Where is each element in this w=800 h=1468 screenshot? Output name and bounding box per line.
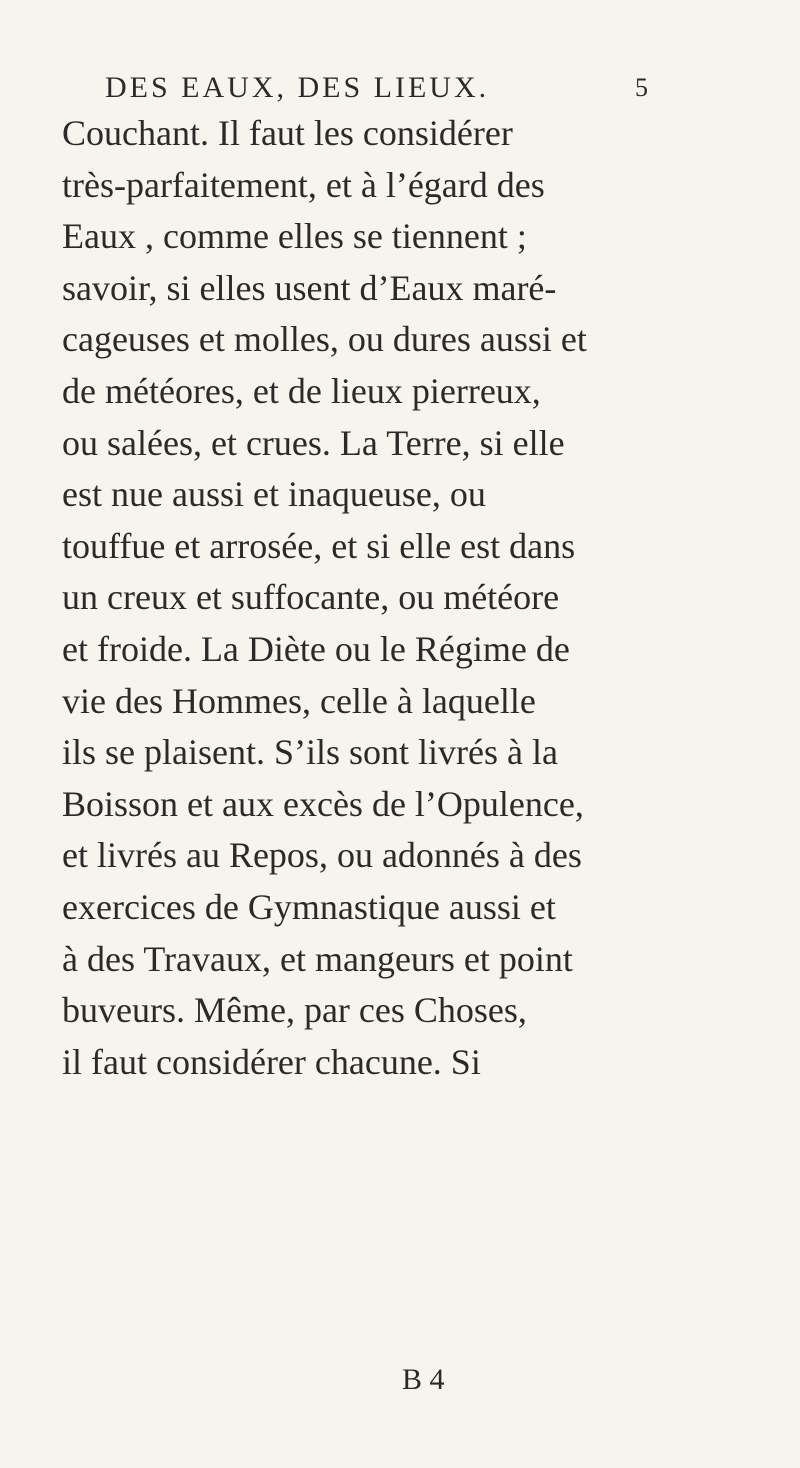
text-line: exercices de Gymnastique aussi et bbox=[62, 886, 556, 927]
text-line: savoir, si elles usent d’Eaux maré- bbox=[62, 267, 557, 308]
text-line: Boisson et aux excès de l’Opulence, bbox=[62, 783, 584, 824]
text-line: il faut considérer chacune. Si bbox=[62, 1041, 481, 1082]
page-number: 5 bbox=[635, 73, 648, 102]
text-line: Eaux , comme elles se tiennent ; bbox=[62, 216, 527, 257]
text-line: buveurs. Même, par ces Choses, bbox=[62, 990, 527, 1031]
text-line: de météores, et de lieux pierreux, bbox=[62, 370, 541, 411]
running-head-title: DES EAUX, DES LIEUX. bbox=[105, 71, 490, 104]
text-line: très-parfaitement, et à l’égard des bbox=[62, 164, 545, 205]
text-line: et froide. La Diète ou le Régime de bbox=[62, 628, 570, 669]
text-line: ils se plaisent. S’ils sont livrés à la bbox=[62, 732, 558, 773]
body-text bbox=[62, 108, 742, 1088]
text-line: est nue aussi et inaqueuse, ou bbox=[62, 474, 486, 515]
running-head bbox=[105, 68, 655, 108]
text-line: ou salées, et crues. La Terre, si elle bbox=[62, 422, 565, 463]
signature-mark: B 4 bbox=[402, 1363, 445, 1396]
text-line: un creux et suffocante, ou météore bbox=[62, 577, 560, 618]
text-line: Couchant. Il faut les considérer bbox=[62, 113, 513, 153]
text-line: à des Travaux, et mangeurs et point bbox=[62, 938, 573, 979]
text-line: et livrés au Repos, ou adonnés à des bbox=[62, 835, 582, 876]
text-line: vie des Hommes, celle à laquelle bbox=[62, 680, 536, 721]
text-line: touffue et arrosée, et si elle est dans bbox=[62, 525, 576, 566]
text-line: cageuses et molles, ou dures aussi et bbox=[62, 319, 587, 360]
